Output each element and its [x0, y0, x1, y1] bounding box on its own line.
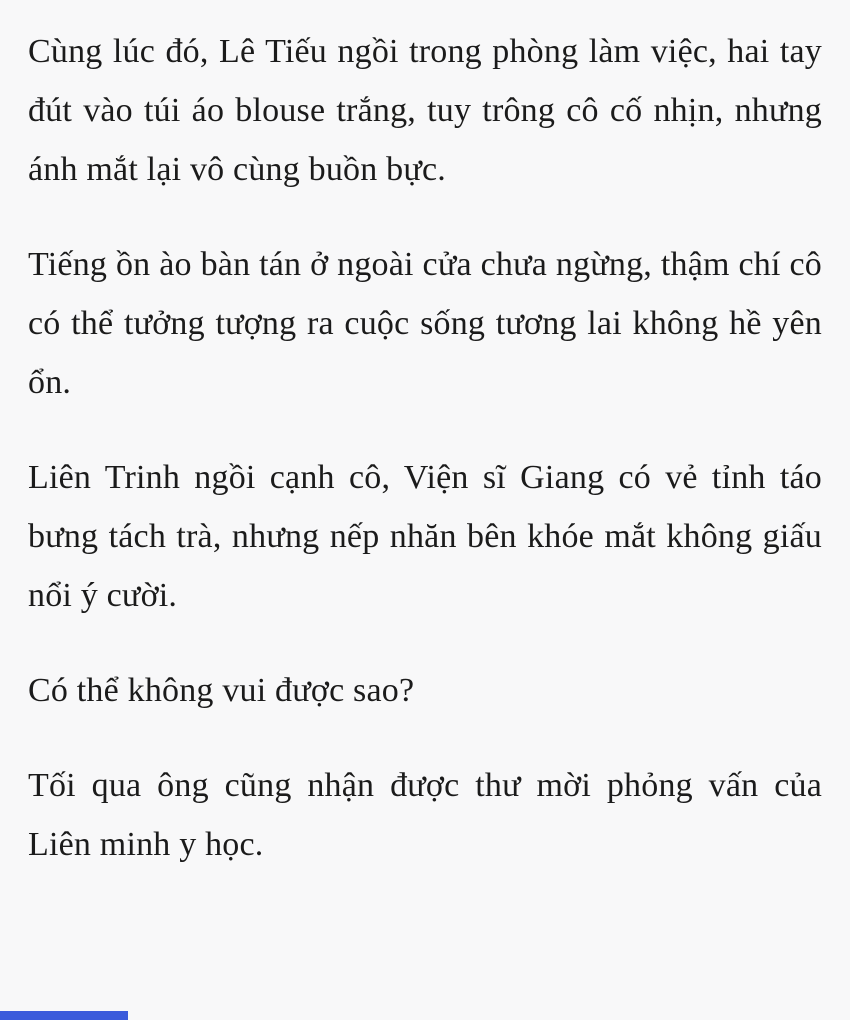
paragraph: Liên Trinh ngồi cạnh cô, Viện sĩ Giang có vẻ tỉnh táo bưng tách trà, nhưng nếp nhăn bên khóe mắt không giấu nổi ý cười. — [28, 459, 822, 614]
reading-progress-bar — [0, 1011, 128, 1020]
paragraph: Cùng lúc đó, Lê Tiếu ngồi trong phòng làm việc, hai tay đút vào túi áo blouse trắng, tuy trông cô cố nhịn, nhưng ánh mắt lại vô cùng buồn bực. — [28, 33, 822, 188]
paragraph: Có thể không vui được sao? — [28, 672, 415, 709]
paragraph: Tiếng ồn ào bàn tán ở ngoài cửa chưa ngừng, thậm chí cô có thể tưởng tượng ra cuộc sống tương lai không hề yên ổn. — [28, 246, 822, 401]
paragraph: Tối qua ông cũng nhận được thư mời phỏng vấn của Liên minh y học. — [28, 767, 822, 863]
